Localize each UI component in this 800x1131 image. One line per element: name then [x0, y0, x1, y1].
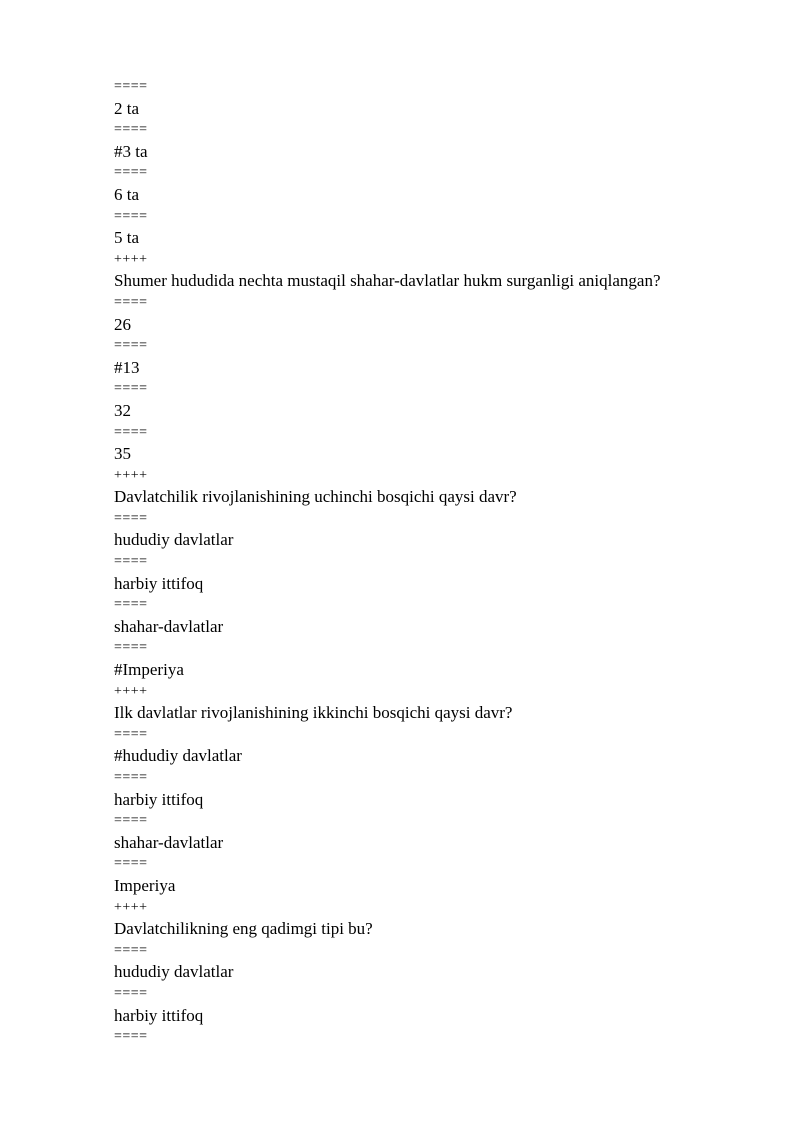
- separator-line: ++++: [114, 899, 148, 915]
- text-line: 6 ta: [114, 184, 140, 204]
- text-line: 5 ta: [114, 228, 140, 248]
- text-line: shahar-davlatlar: [114, 832, 224, 852]
- separator-line: ====: [114, 381, 148, 397]
- separator-line: ++++: [114, 467, 148, 483]
- separator-line: ====: [114, 165, 148, 181]
- text-line: 26: [114, 314, 131, 334]
- separator-line: ====: [114, 640, 148, 656]
- separator-line: ====: [114, 510, 148, 526]
- separator-line: ====: [114, 813, 148, 829]
- separator-line: ====: [114, 856, 148, 872]
- text-line: #hududiy davlatlar: [114, 746, 242, 766]
- separator-line: ====: [114, 554, 148, 570]
- document-body: [114, 76, 774, 1048]
- text-line: harbiy ittifoq: [114, 1005, 204, 1025]
- text-line: hududiy davlatlar: [114, 962, 234, 982]
- text-line: #13: [114, 357, 140, 377]
- text-line: 2 ta: [114, 98, 140, 118]
- text-line: Davlatchilikning eng qadimgi tipi bu?: [114, 919, 373, 939]
- text-line: #Imperiya: [114, 660, 184, 680]
- separator-line: ====: [114, 424, 148, 440]
- text-line: hududiy davlatlar: [114, 530, 234, 550]
- text-line: harbiy ittifoq: [114, 789, 204, 809]
- text-line: 35: [114, 444, 131, 464]
- text-line: shahar-davlatlar: [114, 616, 224, 636]
- text-line: #3 ta: [114, 141, 148, 161]
- separator-line: ====: [114, 726, 148, 742]
- separator-line: ====: [114, 208, 148, 224]
- text-line: Davlatchilik rivojlanishining uchinchi bosqichi qaysi davr?: [114, 487, 517, 507]
- separator-line: ====: [114, 79, 148, 94]
- text-line: Imperiya: [114, 875, 176, 895]
- separator-line: ====: [114, 770, 148, 785]
- separator-line: ====: [114, 985, 148, 1001]
- separator-line: ++++: [114, 683, 148, 699]
- separator-line: ++++: [114, 251, 148, 267]
- text-line: Shumer hududida nechta mustaqil shahar-davlatlar hukm surganligi aniqlangan?: [114, 271, 661, 291]
- separator-line: ====: [114, 597, 148, 613]
- text-line: Ilk davlatlar rivojlanishining ikkinchi bosqichi qaysi davr?: [114, 703, 513, 723]
- separator-line: ====: [114, 338, 148, 354]
- separator-line: ====: [114, 1029, 148, 1045]
- text-line: 32: [114, 400, 131, 420]
- separator-line: ====: [114, 122, 148, 138]
- text-line: harbiy ittifoq: [114, 573, 204, 593]
- separator-line: ====: [114, 294, 148, 310]
- separator-line: ====: [114, 942, 148, 958]
